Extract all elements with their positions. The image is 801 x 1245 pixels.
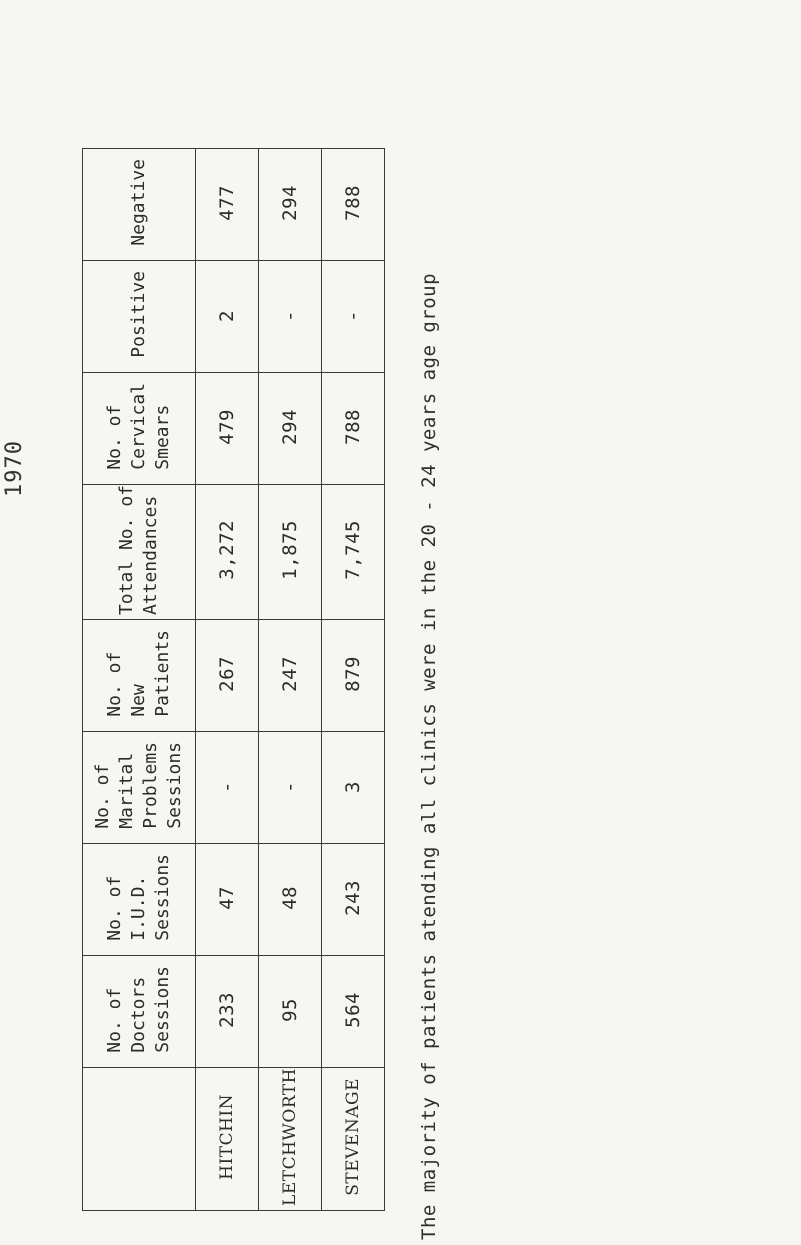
table-cell: - [196, 732, 259, 844]
table-cell: 879 [322, 620, 385, 732]
row-header: Positive [83, 261, 196, 373]
table-cell: - [259, 732, 322, 844]
table-cell: 3,272 [196, 485, 259, 620]
table-row [83, 620, 385, 732]
table-cell: 477 [196, 149, 259, 261]
footnote: The majority of patients atending all clinics were in the 20 - 24 years age group [418, 272, 440, 1240]
table-cell: 294 [259, 149, 322, 261]
table-cell: 247 [259, 620, 322, 732]
table-row [83, 261, 385, 373]
table-row [83, 1068, 385, 1211]
table-cell: - [259, 261, 322, 373]
table-row [83, 956, 385, 1068]
row-header: No. of New Patients [83, 620, 196, 732]
table-cell: 788 [322, 373, 385, 485]
table-cell: 564 [322, 956, 385, 1068]
table-cell: 2 [196, 261, 259, 373]
table-row [83, 485, 385, 620]
table-cell: 1,875 [259, 485, 322, 620]
row-header: Total No. of Attendances [83, 485, 196, 620]
table-cell: 7,745 [322, 485, 385, 620]
table-cell: 3 [322, 732, 385, 844]
table-cell: 788 [322, 149, 385, 261]
row-header: No. of Cervical Smears [83, 373, 196, 485]
column-header-letchworth: LETCHWORTH [259, 1068, 322, 1211]
table-cell: 48 [259, 844, 322, 956]
clinic-statistics-table [82, 148, 385, 1211]
table-cell: 243 [322, 844, 385, 956]
row-header: No. of I.U.D. Sessions [83, 844, 196, 956]
table-cell: 267 [196, 620, 259, 732]
table-cell: 294 [259, 373, 322, 485]
table-row [83, 373, 385, 485]
table-cell: 47 [196, 844, 259, 956]
table-cell: 95 [259, 956, 322, 1068]
table-row [83, 149, 385, 261]
table-cell: - [322, 261, 385, 373]
column-header-stevenage: STEVENAGE [322, 1068, 385, 1211]
table-row [83, 732, 385, 844]
row-header: No. of Doctors Sessions [83, 956, 196, 1068]
row-header: Negative [83, 149, 196, 261]
table-row [83, 844, 385, 956]
corner-cell [83, 1068, 196, 1211]
table-cell: 479 [196, 373, 259, 485]
column-header-hitchin: HITCHIN [196, 1068, 259, 1211]
row-header: No. of Marital Problems Sessions [83, 732, 196, 844]
year-label: 1970 [2, 440, 27, 497]
table-cell: 233 [196, 956, 259, 1068]
